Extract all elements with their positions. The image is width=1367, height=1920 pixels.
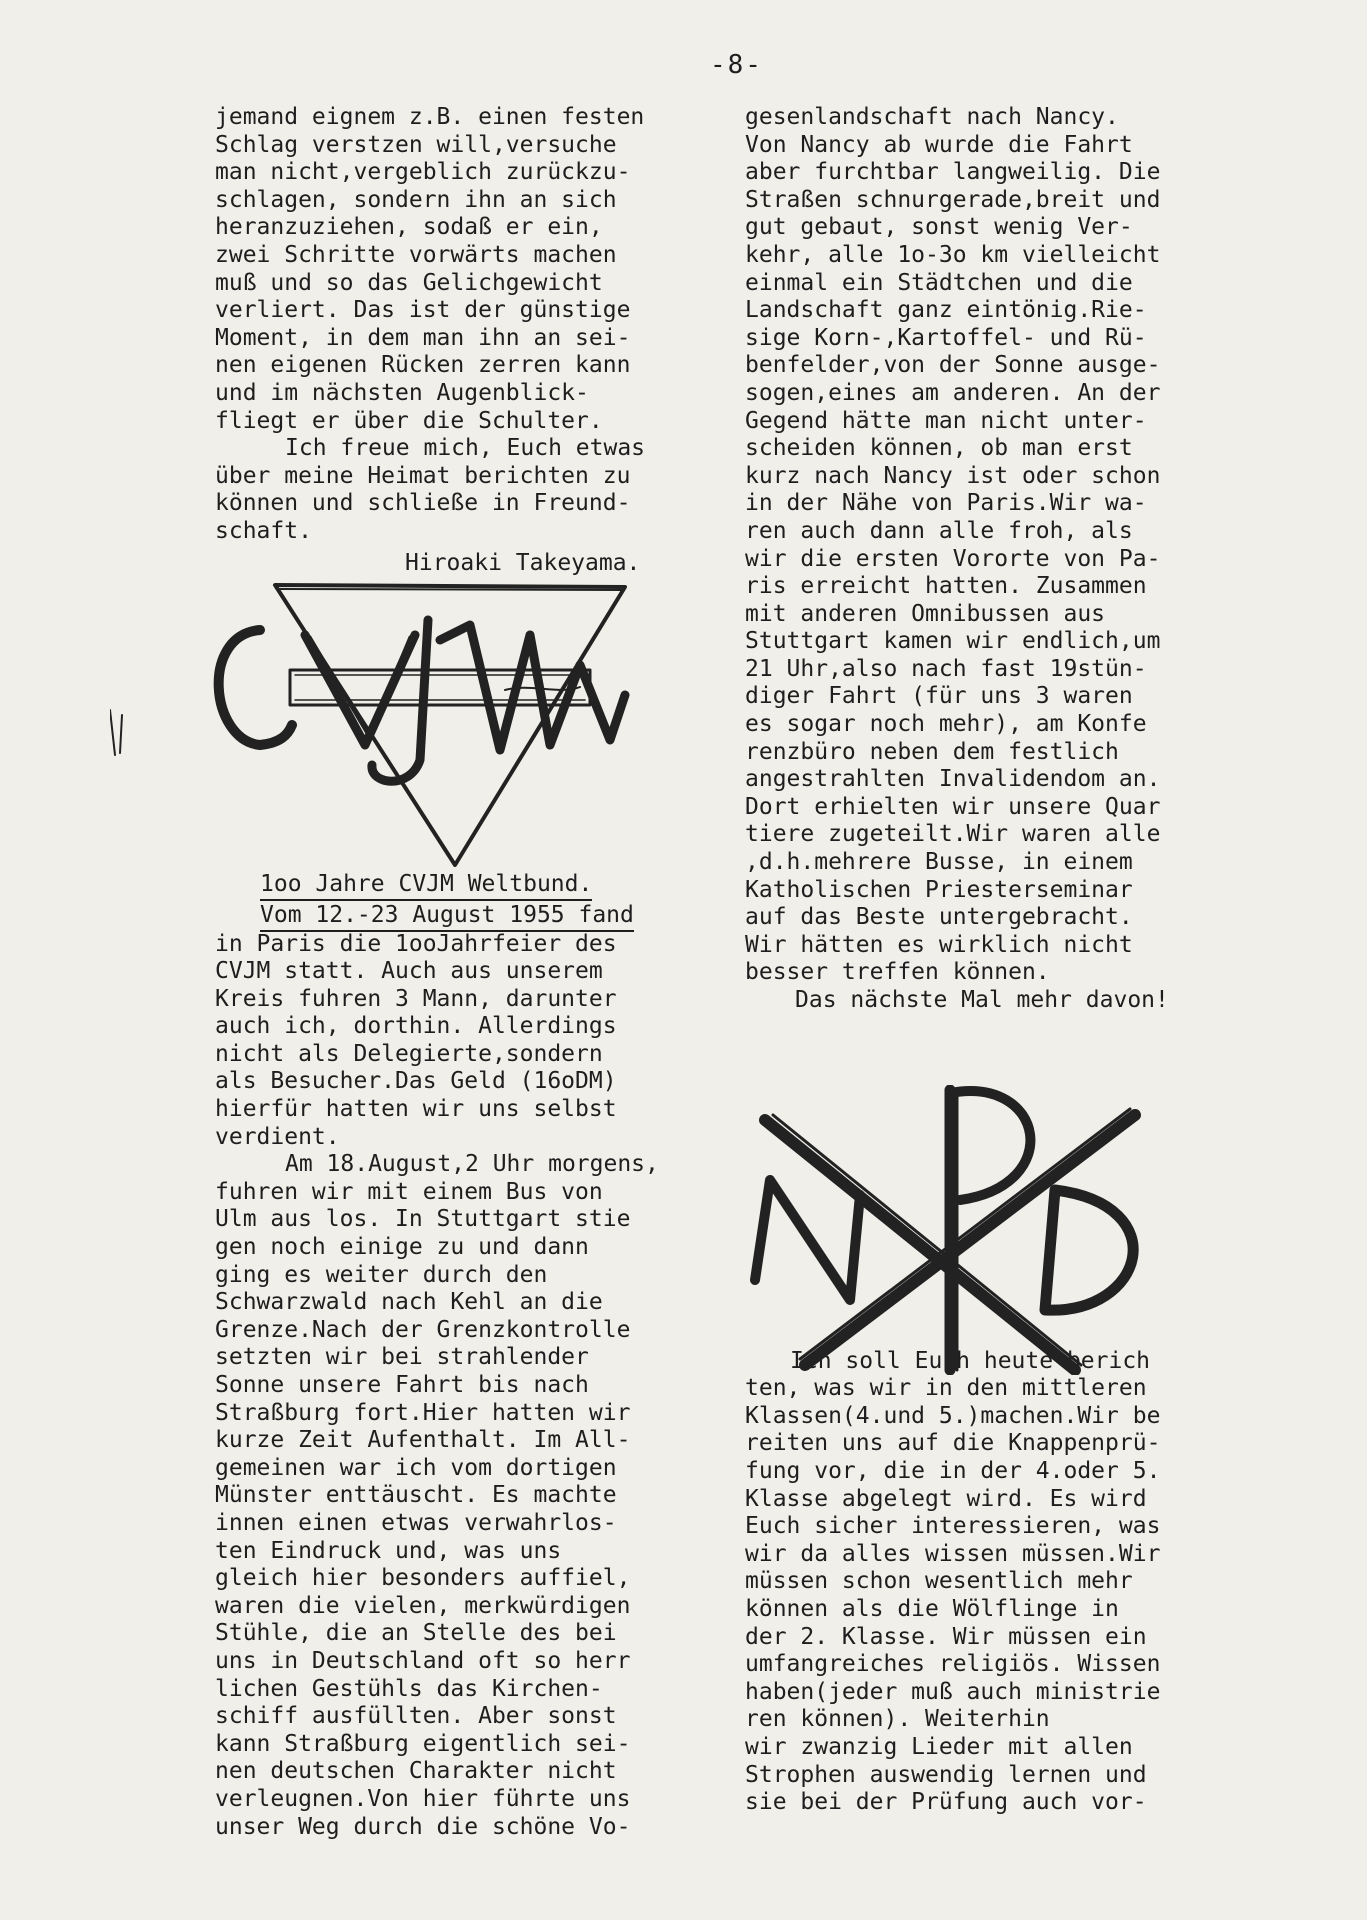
text-line: hierfür hatten wir uns selbst	[215, 1096, 617, 1123]
text-line: setzten wir bei strahlender	[215, 1344, 589, 1371]
text-line: Grenze.Nach der Grenzkontrolle	[215, 1316, 631, 1343]
text-line: kehr, alle 1o-3o km vielleicht	[745, 241, 1161, 268]
text-line: umfangreiches religiös. Wissen	[745, 1651, 1161, 1678]
text-line: ten Eindruck und, was uns	[215, 1537, 562, 1564]
text-line: ren auch dann alle froh, als	[745, 517, 1133, 544]
text-line: schiff ausfüllten. Aber sonst	[215, 1703, 617, 1730]
chi-rho-monogram-icon	[745, 1085, 1175, 1375]
text-line: auch ich, dorthin. Allerdings	[215, 1013, 617, 1040]
text-line: muß und so das Gelichgewicht	[215, 269, 603, 296]
text-line: unser Weg durch die schöne Vo-	[215, 1813, 631, 1840]
text-line: Straßburg fort.Hier hatten wir	[215, 1399, 631, 1426]
article-heading-block	[260, 870, 710, 932]
text-line: Schwarzwald nach Kehl an die	[215, 1289, 603, 1316]
text-line: müssen schon wesentlich mehr	[745, 1568, 1133, 1595]
text-line: sige Korn-,Kartoffel- und Rü-	[745, 324, 1147, 351]
text-line: Ulm aus los. In Stuttgart stie	[215, 1206, 631, 1233]
text-line: sie bei der Prüfung auch vor-	[745, 1789, 1147, 1816]
text-line: Dort erhielten wir unsere Quar	[745, 793, 1161, 820]
knappen-article-body	[745, 1375, 1260, 1817]
text-line: CVJM statt. Auch aus unserem	[215, 958, 603, 985]
text-line: 21 Uhr,also nach fast 19stün-	[745, 655, 1147, 682]
text-line: heranzuziehen, sodaß er ein,	[215, 214, 603, 241]
text-line: tiere zugeteilt.Wir waren alle	[745, 821, 1161, 848]
article-body-2	[215, 1179, 710, 1841]
text-line: Moment, in dem man ihn an sei-	[215, 324, 631, 351]
text-line: mit anderen Omnibussen aus	[745, 600, 1106, 627]
text-line: in Paris die 1ooJahrfeier des	[215, 930, 617, 957]
text-line: renzbüro neben dem festlich	[745, 738, 1119, 765]
text-line: in der Nähe von Paris.Wir wa-	[745, 490, 1147, 517]
article-heading: 1oo Jahre CVJM Weltbund.	[260, 870, 592, 901]
text-line: wir zwanzig Lieder mit allen	[745, 1733, 1133, 1760]
text-line: fliegt er über die Schulter.	[215, 407, 603, 434]
text-line: Gegend hätte man nicht unter-	[745, 407, 1147, 434]
text-line: Landschaft ganz eintönig.Rie-	[745, 297, 1147, 324]
closing-remark: Das nächste Mal mehr davon!	[795, 987, 1169, 1013]
text-line: Wir hätten es wirklich nicht	[745, 931, 1133, 958]
text-line: Stühle, die an Stelle des bei	[215, 1620, 617, 1647]
text-line: Klasse abgelegt wird. Es wird	[745, 1485, 1147, 1512]
text-line: kann Straßburg eigentlich sei-	[215, 1730, 631, 1757]
closing-text-block	[215, 463, 710, 546]
text-line: als Besucher.Das Geld (16oDM)	[215, 1068, 617, 1095]
text-line: schlagen, sondern ihn an sich	[215, 186, 617, 213]
text-line: können als die Wölflinge in	[745, 1595, 1119, 1622]
right-column	[745, 104, 1260, 1817]
text-line: kurze Zeit Aufenthalt. Im All-	[215, 1427, 631, 1454]
text-line: auf das Beste untergebracht.	[745, 904, 1133, 931]
article-first-line: Vom 12.-23 August 1955 fand	[260, 901, 634, 932]
text-line: einmal ein Städtchen und die	[745, 269, 1133, 296]
text-line: gemeinen war ich vom dortigen	[215, 1454, 617, 1481]
cvjm-triangle-emblem-icon	[110, 575, 670, 875]
text-line: kurz nach Nancy ist oder schon	[745, 462, 1161, 489]
text-line: Klassen(4.und 5.)machen.Wir be	[745, 1402, 1161, 1429]
text-line: jemand eignem z.B. einen festen	[215, 104, 645, 130]
left-column	[215, 104, 710, 1841]
text-line: sogen,eines am anderen. An der	[745, 379, 1161, 406]
text-line: können und schließe in Freund-	[215, 490, 631, 517]
paragraph-indent-line-2: Am 18.August,2 Uhr morgens,	[285, 1151, 659, 1178]
knappen-first-line: Ich soll Euch heute berich	[790, 1347, 1151, 1374]
article-body-1	[215, 931, 710, 1152]
text-line: Münster enttäuscht. Es machte	[215, 1482, 617, 1509]
text-line: Schlag verstzen will,versuche	[215, 131, 617, 158]
text-line: Euch sicher interessieren, was	[745, 1513, 1161, 1540]
text-line: aber furchtbar langweilig. Die	[745, 159, 1161, 186]
text-line: fuhren wir mit einem Bus von	[215, 1178, 603, 1205]
text-line: benfelder,von der Sonne ausge-	[745, 352, 1161, 379]
text-line: nicht als Delegierte,sondern	[215, 1040, 603, 1067]
text-line: ris erreicht hatten. Zusammen	[745, 573, 1147, 600]
text-line: wir die ersten Vororte von Pa-	[745, 545, 1161, 572]
text-line: gesenlandschaft nach Nancy.	[745, 104, 1119, 130]
text-line: ging es weiter durch den	[215, 1261, 548, 1288]
text-line: haben(jeder muß auch ministrie	[745, 1678, 1161, 1705]
text-line: es sogar noch mehr), am Konfe	[745, 711, 1147, 738]
text-line: gleich hier besonders auffiel,	[215, 1565, 631, 1592]
author-signature: Hiroaki Takeyama.	[405, 549, 641, 576]
text-line: gen noch einige zu und dann	[215, 1234, 589, 1261]
article-continuation	[745, 104, 1260, 987]
text-line: über meine Heimat berichten zu	[215, 462, 631, 489]
text-line: besser treffen können.	[745, 959, 1050, 986]
text-line: Katholischen Priesterseminar	[745, 876, 1133, 903]
text-line: ren können). Weiterhin	[745, 1706, 1050, 1733]
text-line: schaft.	[215, 517, 312, 544]
text-line: Stuttgart kamen wir endlich,um	[745, 628, 1161, 655]
text-line: waren die vielen, merkwürdigen	[215, 1592, 631, 1619]
text-line: Straßen schnurgerade,breit und	[745, 186, 1161, 213]
text-line: verleugnen.Von hier führte uns	[215, 1785, 631, 1812]
text-line: wir da alles wissen müssen.Wir	[745, 1540, 1161, 1567]
text-line: fung vor, die in der 4.oder 5.	[745, 1457, 1161, 1484]
text-line: nen deutschen Charakter nicht	[215, 1758, 617, 1785]
text-line: reiten uns auf die Knappenprü-	[745, 1430, 1161, 1457]
page-number: -8-	[710, 50, 763, 80]
text-line: diger Fahrt (für uns 3 waren	[745, 683, 1133, 710]
text-line: Von Nancy ab wurde die Fahrt	[745, 131, 1133, 158]
text-line: verliert. Das ist der günstige	[215, 297, 631, 324]
text-line: zwei Schritte vorwärts machen	[215, 241, 617, 268]
text-line: Strophen auswendig lernen und	[745, 1761, 1147, 1788]
text-line: verdient.	[215, 1123, 340, 1150]
text-line: und im nächsten Augenblick-	[215, 379, 589, 406]
text-line: Kreis fuhren 3 Mann, darunter	[215, 985, 617, 1012]
text-line: innen einen etwas verwahrlos-	[215, 1509, 617, 1536]
text-line: angestrahlten Invalidendom an.	[745, 766, 1161, 793]
text-line: ten, was wir in den mittleren	[745, 1375, 1147, 1402]
text-line: man nicht,vergeblich zurückzu-	[215, 159, 631, 186]
text-line: ,d.h.mehrere Busse, in einem	[745, 849, 1133, 876]
text-line: gut gebaut, sonst wenig Ver-	[745, 214, 1133, 241]
paragraph-indent-line: Ich freue mich, Euch etwas	[285, 435, 646, 462]
text-line: scheiden können, ob man erst	[745, 435, 1133, 462]
text-line: uns in Deutschland oft so herr	[215, 1647, 631, 1674]
judo-text-block	[215, 104, 710, 435]
text-line: der 2. Klasse. Wir müssen ein	[745, 1623, 1147, 1650]
text-line: nen eigenen Rücken zerren kann	[215, 352, 631, 379]
text-line: Sonne unsere Fahrt bis nach	[215, 1372, 589, 1398]
text-line: lichen Gestühls das Kirchen-	[215, 1675, 603, 1702]
